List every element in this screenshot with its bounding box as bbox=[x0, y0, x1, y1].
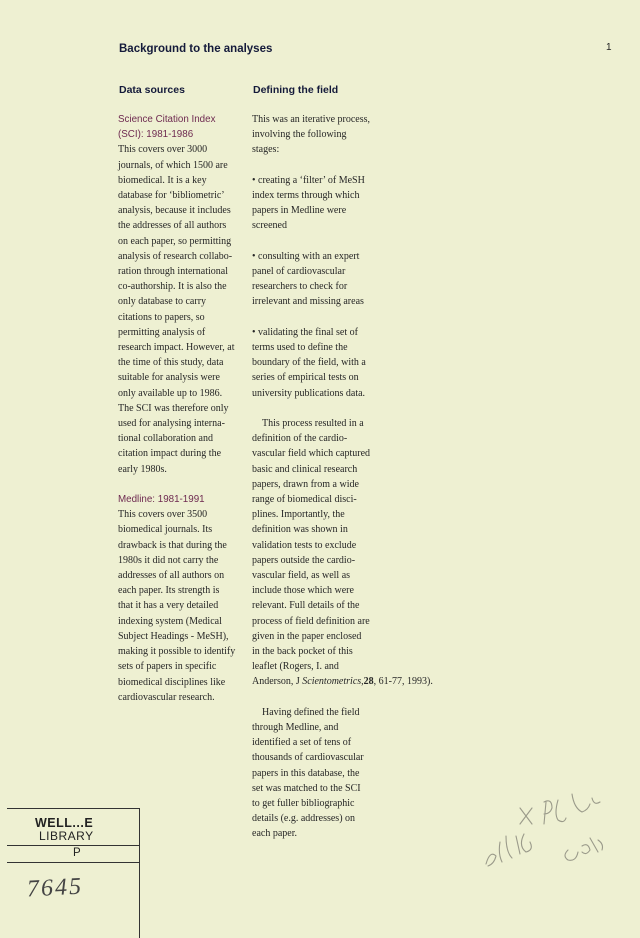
stamp-library-name: WELL...E bbox=[35, 816, 94, 830]
body-text-line: suitable for analysis were bbox=[118, 372, 220, 384]
paragraph-gap bbox=[118, 477, 246, 492]
body-text-line: Subject Headings - MeSH), bbox=[118, 630, 229, 642]
body-text-line: indexing system (Medical bbox=[118, 615, 222, 627]
page-title: Background to the analyses bbox=[119, 43, 273, 55]
body-text-line: definition was shown in bbox=[252, 524, 348, 536]
body-text-line: analysis, because it includes bbox=[118, 205, 231, 217]
body-text-line: plines. Importantly, the bbox=[252, 509, 345, 521]
body-text-line: process of field definition are bbox=[252, 615, 370, 627]
paragraph-gap bbox=[252, 401, 382, 416]
body-text-line: each paper. Its strength is bbox=[118, 585, 220, 597]
body-text-line: co-authorship. It is also the bbox=[118, 281, 227, 293]
section-subheading: Science Citation Index bbox=[118, 114, 216, 125]
body-text-line: papers in this database, the bbox=[252, 767, 360, 779]
body-text-line: biomedical journals. Its bbox=[118, 524, 213, 536]
body-text-line: the time of this study, data bbox=[118, 357, 224, 369]
body-text-line: biomedical disciplines like bbox=[118, 676, 226, 688]
body-text-line: papers, drawn from a wide bbox=[252, 478, 359, 490]
body-text-line: details (e.g. addresses) on bbox=[252, 813, 356, 825]
body-text-line: thousands of cardiovascular bbox=[252, 752, 364, 764]
bullet-text-line: • creating a ‘filter’ of MeSH bbox=[252, 174, 365, 186]
body-text-line: the addresses of all authors bbox=[118, 220, 227, 232]
page-number: 1 bbox=[606, 42, 612, 53]
bullet-text-line: • consulting with an expert bbox=[252, 250, 360, 262]
body-text-line: set was matched to the SCI bbox=[252, 782, 361, 794]
right-column bbox=[252, 112, 433, 842]
body-text-line: citation impact during the bbox=[118, 448, 222, 460]
bullet-text-line: screened bbox=[252, 220, 287, 232]
body-text-line: to get fuller bibliographic bbox=[252, 798, 355, 810]
bullet-text-line: panel of cardiovascular bbox=[252, 266, 346, 277]
stamp-shelf-letter: P bbox=[73, 847, 81, 859]
paragraph-gap bbox=[252, 310, 382, 325]
body-text-line: The SCI was therefore only bbox=[118, 402, 229, 414]
body-text-line: vascular field which captured bbox=[252, 448, 371, 460]
body-text-line: papers outside the cardio- bbox=[252, 554, 356, 566]
body-text-line: research impact. However, at bbox=[118, 342, 235, 354]
body-text-line: biomedical. It is a key bbox=[118, 174, 207, 186]
bullet-text-line: university publications data. bbox=[252, 387, 366, 399]
citation-volume: 28 bbox=[363, 676, 374, 688]
body-text-line: relevant. Full details of the bbox=[252, 600, 360, 612]
body-text-line: vascular field, as well as bbox=[252, 570, 351, 582]
body-text-line: basic and clinical research bbox=[252, 463, 358, 475]
body-text-line: journals, of which 1500 are bbox=[118, 159, 228, 171]
body-text-line: database for ‘bibliometric’ bbox=[118, 190, 225, 202]
section-subheading: (SCI): 1981-1986 bbox=[118, 129, 194, 141]
body-text-line: in the back pocket of this bbox=[252, 646, 353, 658]
body-text-line: permitting analysis of bbox=[118, 326, 206, 338]
body-text-line: involving the following bbox=[252, 129, 347, 141]
bullet-text-line: researchers to check for bbox=[252, 281, 348, 293]
body-text-line: This covers over 3000 bbox=[118, 144, 208, 156]
citation-journal: Scientometrics, bbox=[302, 676, 364, 688]
body-text-line: cardiovascular research. bbox=[118, 691, 215, 703]
bullet-text-line: terms used to define the bbox=[252, 342, 348, 353]
body-text-line: leaflet (Rogers, I. and bbox=[252, 661, 339, 673]
stamp-accession-number: 7645 bbox=[26, 873, 84, 903]
section-subheading: Medline: 1981-1991 bbox=[118, 494, 205, 506]
body-text-line: that it has a very detailed bbox=[118, 600, 219, 612]
body-text-line: only available up to 1986. bbox=[118, 387, 223, 399]
body-text-line: This process resulted in a bbox=[262, 418, 364, 429]
paragraph-gap bbox=[252, 234, 382, 249]
body-text-line: analysis of research collabo- bbox=[118, 250, 233, 262]
handwritten-pencil-marks bbox=[480, 780, 630, 890]
body-text-line: range of biomedical disci- bbox=[252, 494, 357, 506]
paragraph-gap bbox=[252, 690, 382, 705]
paragraph-gap bbox=[252, 158, 382, 173]
body-text-line: include those which were bbox=[252, 585, 354, 597]
bullet-text-line: series of empirical tests on bbox=[252, 372, 359, 384]
body-text-line: 1980s it did not carry the bbox=[118, 554, 219, 566]
right-column-heading: Defining the field bbox=[253, 84, 339, 96]
body-text-line: identified a set of tens of bbox=[252, 737, 352, 749]
body-text-line: drawback is that during the bbox=[118, 539, 227, 551]
stamp-shelf-row bbox=[7, 845, 139, 863]
body-text-line: ration through international bbox=[118, 266, 228, 278]
library-stamp bbox=[7, 808, 140, 938]
bullet-text-line: papers in Medline were bbox=[252, 205, 347, 217]
body-text-line: making it possible to identify bbox=[118, 646, 236, 658]
body-text-line: early 1980s. bbox=[118, 463, 167, 475]
body-text-line: through Medline, and bbox=[252, 722, 339, 734]
body-text-line: each paper. bbox=[252, 828, 297, 840]
body-text-line: validation tests to exclude bbox=[252, 539, 357, 551]
body-text-line: addresses of all authors on bbox=[118, 570, 225, 582]
stamp-header bbox=[7, 809, 139, 846]
bullet-text-line: boundary of the field, with a bbox=[252, 357, 366, 369]
body-text-line: definition of the cardio- bbox=[252, 433, 348, 445]
body-text-line: used for analysing interna- bbox=[118, 418, 225, 430]
body-text-line: Having defined the field bbox=[262, 706, 360, 718]
bullet-text-line: • validating the final set of bbox=[252, 326, 358, 338]
bullet-text-line: index terms through which bbox=[252, 190, 360, 201]
body-text-line: This covers over 3500 bbox=[118, 509, 208, 521]
body-text-line: given in the paper enclosed bbox=[252, 630, 362, 642]
citation-rest: , 61-77, 1993). bbox=[373, 676, 433, 688]
citation-line bbox=[252, 674, 433, 689]
body-text-line: stages: bbox=[252, 144, 280, 156]
body-text-line: citations to papers, so bbox=[118, 311, 205, 323]
body-text-line: only database to carry bbox=[118, 296, 207, 308]
left-column-heading: Data sources bbox=[119, 84, 185, 96]
left-column bbox=[118, 112, 246, 705]
body-text-line: sets of papers in specific bbox=[118, 661, 217, 673]
citation-prefix: Anderson, J bbox=[252, 676, 303, 688]
bullet-text-line: irrelevant and missing areas bbox=[252, 296, 364, 308]
body-text-line: tional collaboration and bbox=[118, 433, 213, 445]
body-text-line: This was an iterative process, bbox=[252, 114, 371, 125]
body-text-line: on each paper, so permitting bbox=[118, 235, 232, 247]
stamp-library-label: LIBRARY bbox=[39, 829, 94, 843]
